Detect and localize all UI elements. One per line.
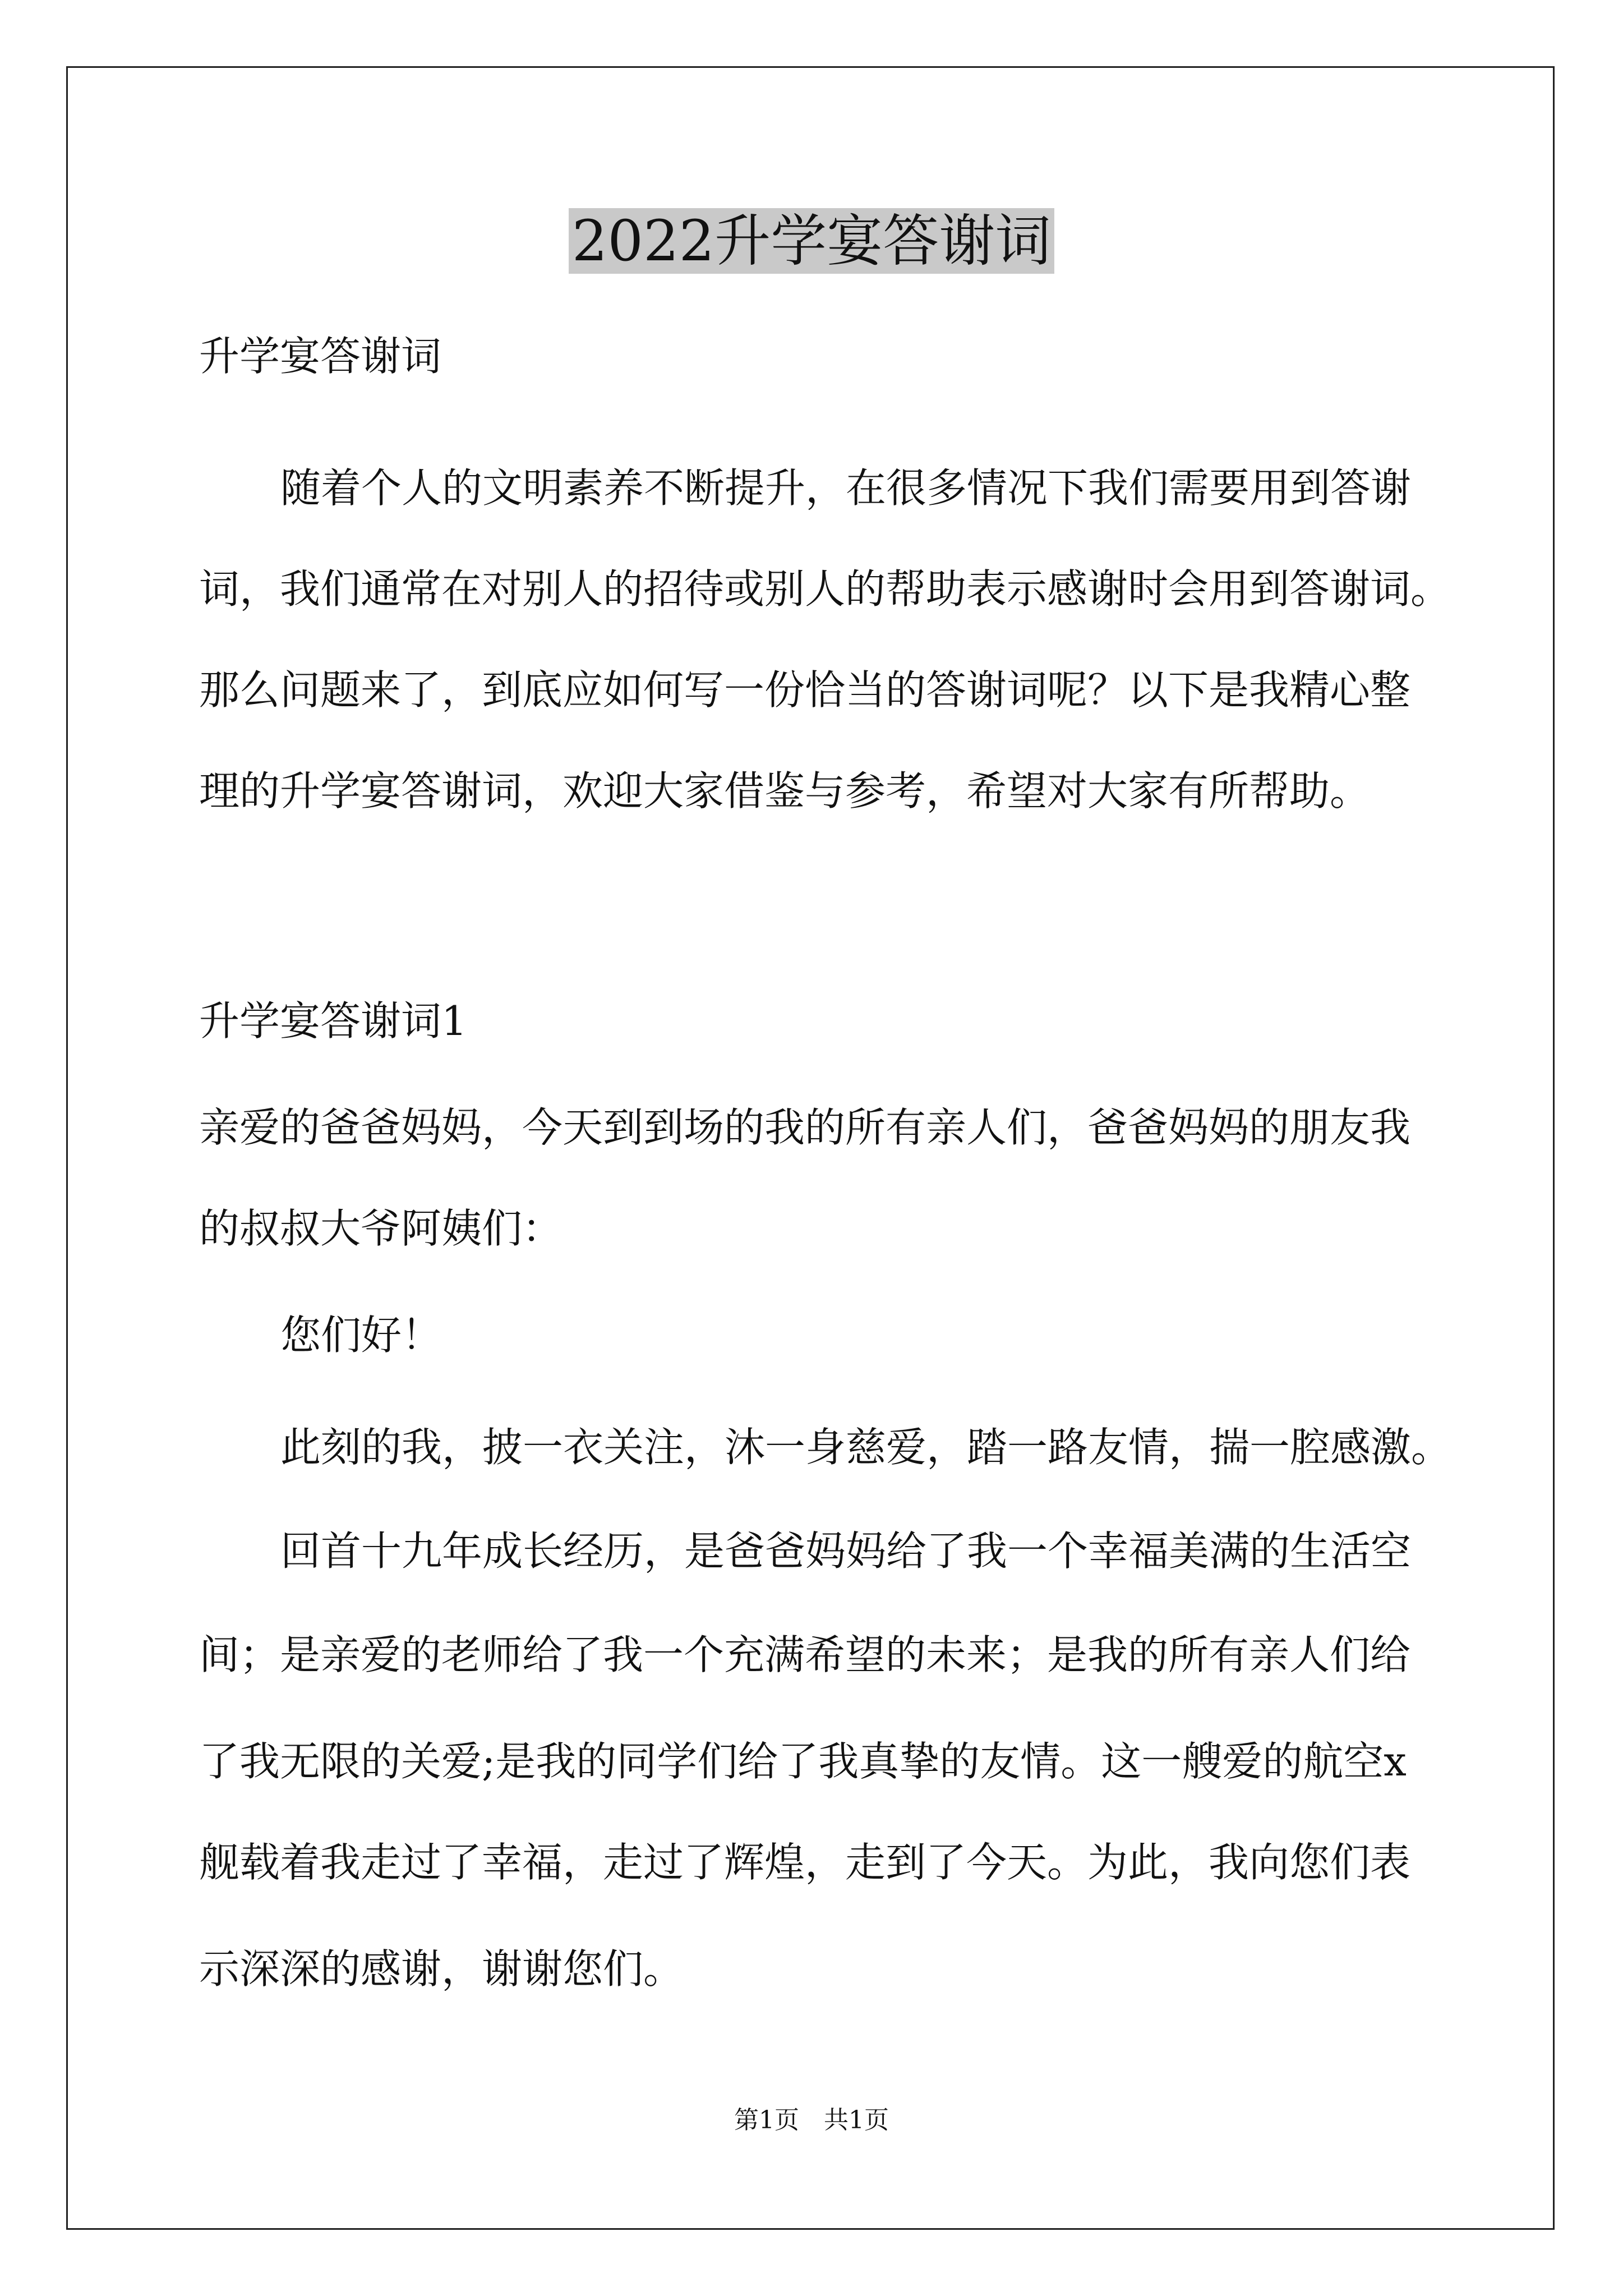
paragraph-line: 词，我们通常在对别人的招待或别人的帮助表示感谢时会用到答谢词。 [199, 565, 1451, 613]
paragraph-line: 间；是亲爱的老师给了我一个充满希望的未来；是我的所有亲人们给 [199, 1631, 1411, 1678]
paragraph-line: 示深深的感谢，谢谢您们。 [199, 1945, 684, 1993]
paragraph-line: 亲爱的爸爸妈妈，今天到到场的我的所有亲人们，爸爸妈妈的朋友我 [199, 1104, 1411, 1151]
page-footer: 第1页 共1页 [734, 2106, 889, 2134]
document-title: 2022升学宴答谢词 [0, 202, 1623, 280]
paragraph-line: 您们好！ [280, 1312, 442, 1359]
paragraph-line: 的叔叔大爷阿姨们： [199, 1205, 563, 1252]
paragraph-line: 理的升学宴答谢词，欢迎大家借鉴与参考，希望对大家有所帮助。 [199, 767, 1371, 815]
paragraph-line: 回首十九年成长经历，是爸爸妈妈给了我一个幸福美满的生活空 [280, 1527, 1412, 1575]
paragraph-line: 那么问题来了，到底应如何写一份恰当的答谢词呢？以下是我精心整 [199, 666, 1411, 714]
section-heading: 升学宴答谢词1 [199, 997, 467, 1045]
paragraph-line: 舰载着我走过了幸福，走过了辉煌，走到了今天。为此，我向您们表 [199, 1839, 1411, 1886]
paragraph-line: 此刻的我，披一衣关注，沐一身慈爱，踏一路友情，揣一腔感激。 [280, 1424, 1452, 1471]
paragraph-line: 了我无限的关爱;是我的同学们给了我真挚的友情。这一艘爱的航空x [199, 1738, 1407, 1785]
intro-heading: 升学宴答谢词 [199, 333, 442, 380]
paragraph-line: 随着个人的文明素养不断提升，在很多情况下我们需要用到答谢 [280, 464, 1412, 512]
